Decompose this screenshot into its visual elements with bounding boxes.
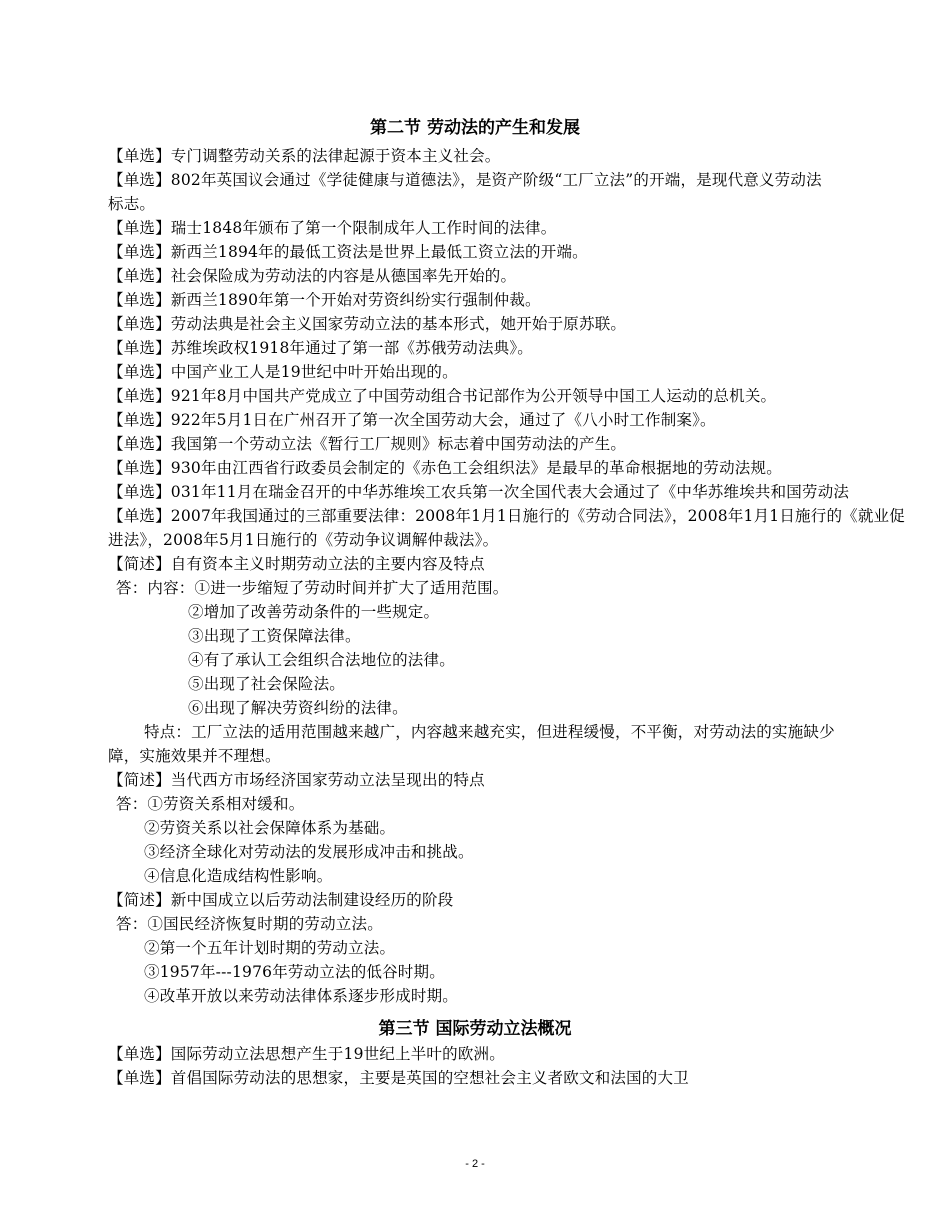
question-1-features-cont: 障，实施效果并不理想。 — [108, 747, 281, 765]
section-2-line: 标志。 — [108, 195, 156, 213]
section-2-line: 【单选】劳动法典是社会主义国家劳动立法的基本形式，她开始于原苏联。 — [108, 315, 627, 333]
question-1-features: 特点：工厂立法的适用范围越来越广，内容越来越充实，但进程缓慢，不平衡，对劳动法的实施缺少 — [144, 723, 835, 741]
section-2-line: 【单选】2007年我国通过的三部重要法律：2008年1月1日施行的《劳动合同法》，2008年1月1日施行的《就业促 — [108, 507, 905, 525]
section-2-line: 【单选】瑞士1848年颁布了第一个限制成年人工作时间的法律。 — [108, 219, 557, 237]
section-2-line: 进法》，2008年5月1日施行的《劳动争议调解仲裁法》。 — [108, 531, 499, 549]
question-2-item: ④信息化造成结构性影响。 — [144, 867, 333, 885]
section-2-line: 【单选】921年8月中国共产党成立了中国劳动组合书记部作为公开领导中国工人运动的总机关。 — [108, 387, 777, 405]
section-2-line: 【单选】新西兰1894年的最低工资法是世界上最低工资立法的开端。 — [108, 243, 588, 261]
question-1-title: 【简述】自有资本主义时期劳动立法的主要内容及特点 — [108, 555, 485, 573]
question-1-item: ⑥出现了解决劳资纠纷的法律。 — [188, 699, 408, 717]
question-1-item: ③出现了工资保障法律。 — [188, 627, 361, 645]
question-1-item: ④有了承认工会组织合法地位的法律。 — [188, 651, 455, 669]
question-3-item: ②第一个五年计划时期的劳动立法。 — [144, 939, 396, 957]
section-3-line: 【单选】国际劳动立法思想产生于19世纪上半叶的欧洲。 — [108, 1045, 505, 1063]
question-2-title: 【简述】当代西方市场经济国家劳动立法呈现出的特点 — [108, 771, 485, 789]
question-3-answer: 答：①国民经济恢复时期的劳动立法。 — [116, 915, 383, 933]
question-2-item: ②劳资关系以社会保障体系为基础。 — [144, 819, 396, 837]
section-2-line: 【单选】802年英国议会通过《学徒健康与道德法》，是资产阶级“工厂立法”的开端，是现代意义劳动法 — [108, 171, 822, 189]
section-3-line: 【单选】首倡国际劳动法的思想家，主要是英国的空想社会主义者欧文和法国的大卫 — [108, 1069, 689, 1087]
question-3-item: ③1957年---1976年劳动立法的低谷时期。 — [144, 963, 445, 981]
page-number: - 2 - — [465, 1158, 485, 1170]
section-2-line: 【单选】苏维埃政权1918年通过了第一部《苏俄劳动法典》。 — [108, 339, 533, 357]
question-2-item: ③经济全球化对劳动法的发展形成冲击和挑战。 — [144, 843, 474, 861]
section-2-line: 【单选】922年5月1日在广州召开了第一次全国劳动大会，通过了《八小时工作制案》。 — [108, 411, 716, 429]
section-2-line: 【单选】专门调整劳动关系的法律起源于资本主义社会。 — [108, 147, 501, 165]
section-2-line: 【单选】我国第一个劳动立法《暂行工厂规则》标志着中国劳动法的产生。 — [108, 435, 627, 453]
question-1-item: ②增加了改善劳动条件的一些规定。 — [188, 603, 440, 621]
section-2-line: 【单选】新西兰1890年第一个开始对劳资纠纷实行强制仲裁。 — [108, 291, 541, 309]
section-2-title: 第二节 劳动法的产生和发展 — [370, 118, 580, 138]
question-2-answer: 答：①劳资关系相对缓和。 — [116, 795, 305, 813]
section-2-line: 【单选】930年由江西省行政委员会制定的《赤色工会组织法》是最早的革命根据地的劳动法规。 — [108, 459, 782, 477]
section-2-line: 【单选】社会保险成为劳动法的内容是从德国率先开始的。 — [108, 267, 517, 285]
section-3-title: 第三节 国际劳动立法概况 — [378, 1019, 572, 1039]
section-2-line: 【单选】中国产业工人是19世纪中叶开始出现的。 — [108, 363, 458, 381]
section-2-line: 【单选】031年11月在瑞金召开的中华苏维埃工农兵第一次全国代表大会通过了《中华苏维埃共和国劳动法 — [108, 483, 850, 501]
question-1-item: ⑤出现了社会保险法。 — [188, 675, 346, 693]
question-1-answer: 答：内容：①进一步缩短了劳动时间并扩大了适用范围。 — [116, 579, 509, 597]
question-3-item: ④改革开放以来劳动法律体系逐步形成时期。 — [144, 987, 459, 1005]
question-3-title: 【简述】新中国成立以后劳动法制建设经历的阶段 — [108, 891, 454, 909]
